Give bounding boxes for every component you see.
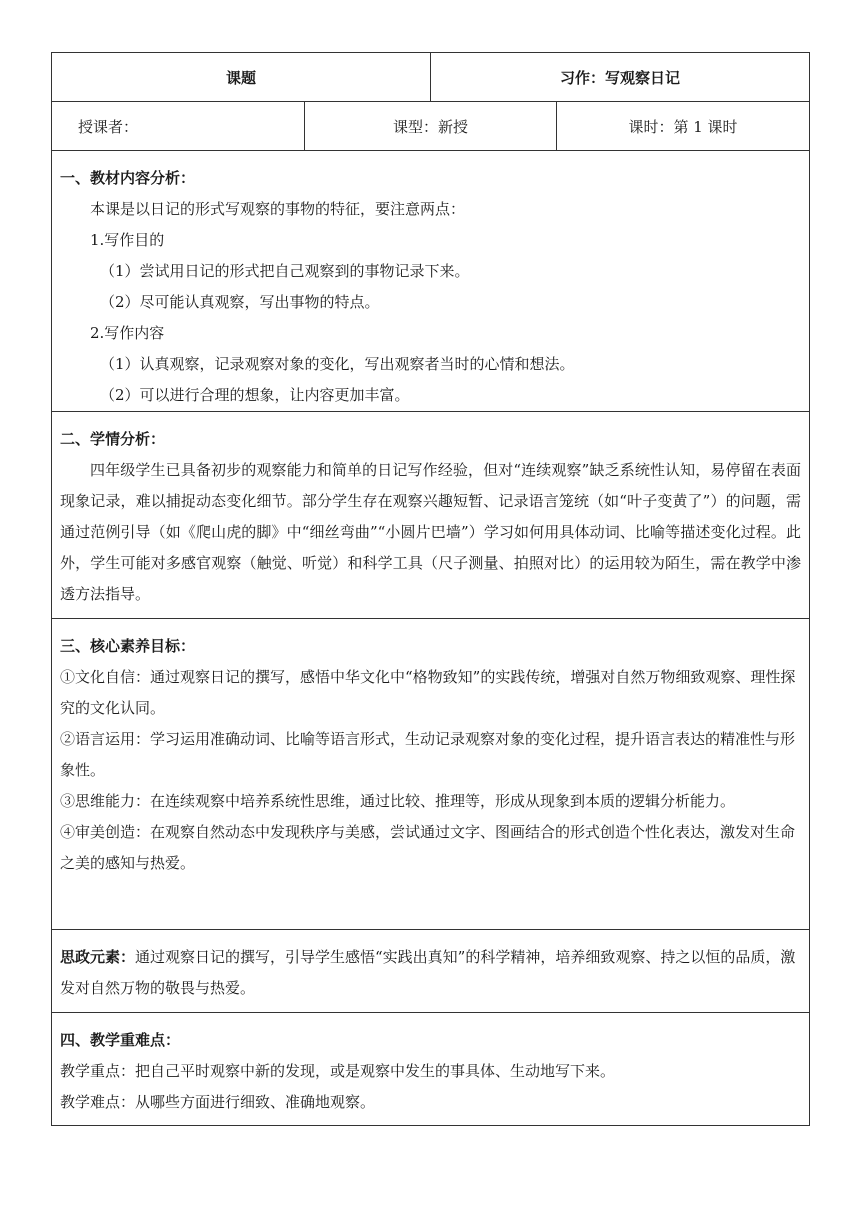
section5-heading: 四、教学重难点：: [60, 1031, 181, 1049]
section4-label: 思政元素：: [60, 948, 136, 966]
section4-text: 通过观察日记的撰写，引导学生感悟“实践出真知”的科学精神，培养细致观察、持之以恒的品质，激发对自然万物的敬畏与热爱。: [60, 948, 796, 997]
section1-intro: 本课是以日记的形式写观察的事物的特征，要注意两点：: [90, 200, 466, 218]
topic-label: 课题: [52, 53, 431, 102]
lesson-hours: 课时：第 1 课时: [557, 102, 810, 151]
section1-line: 1.写作目的: [90, 231, 165, 249]
section1-line: （1）认真观察，记录观察对象的变化，写出观察者当时的心情和想法。: [100, 355, 575, 373]
section5-line: 教学重点：把自己平时观察中新的发现，或是观察中发生的事具体、生动地写下来。: [60, 1062, 616, 1080]
section1-line: 2.写作内容: [90, 324, 165, 342]
section-ideology: [52, 930, 810, 1013]
lesson-plan: [51, 52, 809, 1126]
section3-item: ④审美创造：在观察自然动态中发现秩序与美感，尝试通过文字、图画结合的形式创造个性化表达，激发对生命之美的感知与热爱。: [60, 823, 796, 872]
meta-row: [52, 102, 810, 151]
lesson-type: 课型：新授: [305, 102, 557, 151]
title-row: [52, 53, 810, 102]
section1-line: （1）尝试用日记的形式把自己观察到的事物记录下来。: [100, 262, 470, 280]
teacher-label: 授课者：: [52, 102, 305, 151]
section3-heading: 三、核心素养目标：: [60, 637, 196, 655]
section2-heading: 二、学情分析：: [60, 430, 166, 448]
section1-line: （2）可以进行合理的想象，让内容更加丰富。: [100, 386, 410, 404]
lesson-plan-table: [51, 52, 810, 1126]
topic-value: 习作：写观察日记: [431, 53, 810, 102]
section-content-analysis: [52, 151, 810, 412]
section-key-points: [52, 1013, 810, 1126]
section4-paragraph: [60, 942, 801, 1004]
section3-item: ①文化自信：通过观察日记的撰写，感悟中华文化中“格物致知”的实践传统，增强对自然万物细致观察、理性探究的文化认同。: [60, 668, 796, 717]
section1-heading: 一、教材内容分析：: [60, 169, 196, 187]
section3-item: ②语言运用：学习运用准确动词、比喻等语言形式，生动记录观察对象的变化过程，提升语言表达的精准性与形象性。: [60, 730, 796, 779]
section-core-goals: [52, 619, 810, 930]
section1-line: （2）尽可能认真观察，写出事物的特点。: [100, 293, 380, 311]
section3-item: ③思维能力：在连续观察中培养系统性思维，通过比较、推理等，形成从现象到本质的逻辑分析能力。: [60, 792, 736, 810]
section2-paragraph: 四年级学生已具备初步的观察能力和简单的日记写作经验，但对“连续观察”缺乏系统性认知，易停留在表面现象记录，难以捕捉动态变化细节。部分学生存在观察兴趣短暂、记录语言笼统（如“叶子变黄了”）的问题，需通过范例引导（如《爬山虎的脚》中“细丝弯曲”“小圆片巴墙”）学习如何用具体动词、比喻等描述变化过程。此外，学生可能对多感官观察（触觉、听觉）和科学工具（尺子测量、拍照对比）的运用较为陌生，需在教学中渗透方法指导。: [60, 461, 802, 603]
section-learner-analysis: [52, 412, 810, 619]
section5-line: 教学难点：从哪些方面进行细致、准确地观察。: [60, 1093, 376, 1111]
